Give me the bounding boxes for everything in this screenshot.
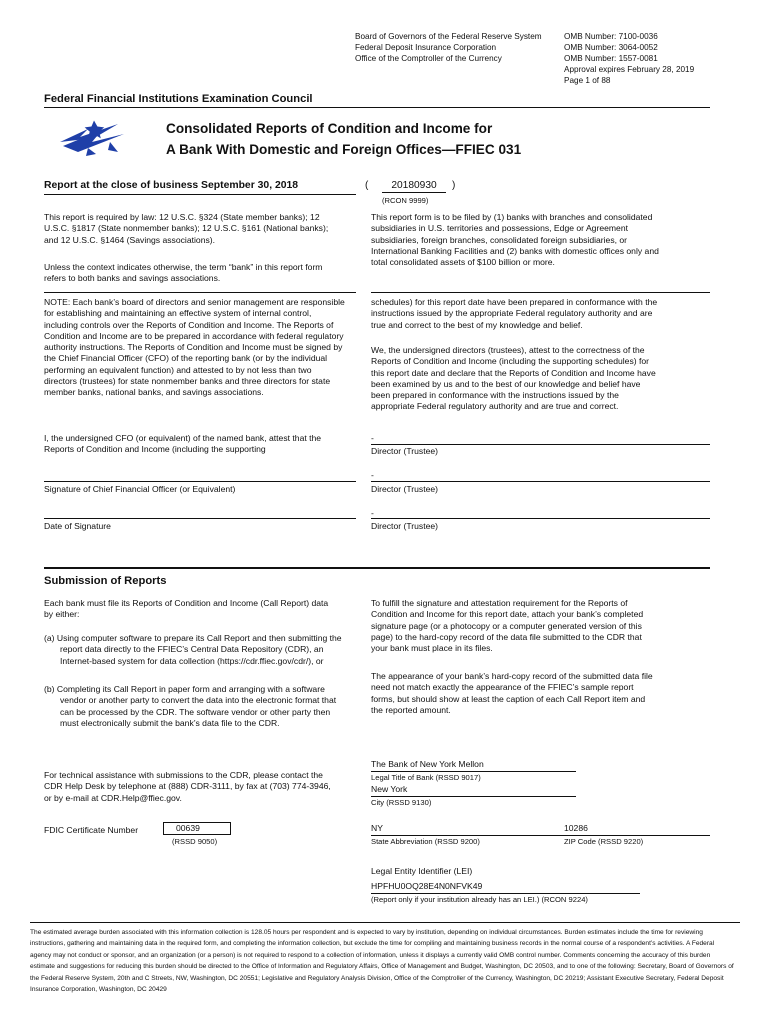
lei-label: Legal Entity Identifier (LEI) [371,866,473,876]
intro-law: This report is required by law: 12 U.S.C. §324 (State member banks); 12 U.S.C. §1817 (State nonmember banks); 12 U.S.C. §161 (National banks); and 12 U.S.C. §1464 (Savings associations). [44,212,329,245]
lei-line [371,893,640,894]
state-zip-line [371,835,710,836]
director-label-1: Director (Trustee) [371,446,439,456]
state-label: State Abbreviation (RSSD 9200) [371,837,480,846]
note-rule-right [371,292,710,293]
submission-heading: Submission of Reports [44,575,167,587]
lei-value[interactable]: HPFHU0OQ28E4N0NFVK49 [371,881,483,891]
submission-intro: Each bank must file its Reports of Condition and Income (Call Report) data by either: [44,598,329,620]
zip-label: ZIP Code (RSSD 9220) [564,837,644,846]
bank-city[interactable]: New York [371,784,408,794]
approval-expiry: Approval expires February 28, 2019 [564,65,695,74]
cfo-attest-continued: schedules) for this report date have been prepared in conformance with the instructions issued by the appropriate Federal regulatory authority and are true and correct to the best of my knowledge and belief. [371,297,658,330]
council-name: Federal Financial Institutions Examination Council [44,93,313,105]
intro-bank-term: Unless the context indicates otherwise, the term “bank” in this report form refers to both banks and savings associations. [44,262,323,284]
bank-legal-title[interactable]: The Bank of New York Mellon [371,759,484,769]
note-rule-left [44,292,356,293]
omb-occ: OMB Number: 1557-0081 [564,54,658,63]
submission-option-a: (a) Using computer software to prepare its Call Report and then submitting the report data directly to the FFIEC’s Central Data Repository (CDR), an Internet-based system for data collection (https://cdr.ffiec.gov/cdr/), or [44,633,342,666]
fdic-cert-box[interactable] [163,822,231,835]
cfo-signature-line[interactable] [44,481,356,482]
submission-appearance-note: The appearance of your bank’s hard-copy record of the submitted data file need not match exactly the appearance of the FFIEC’s sample report forms, but should show at least the caption of each Call Report item and the reported amount. [371,671,653,715]
director-label-3: Director (Trustee) [371,521,439,531]
director-dash-1: - [371,433,374,443]
cfo-attest-text: I, the undersigned CFO (or equivalent) of the named bank, attest that the Reports of Condition and Income (including the supporting [44,433,322,455]
note-text: NOTE: Each bank’s board of directors and senior management are responsible for establishing and maintaining an effective system of internal control, including controls over the Reports of Condition and Income. The Reports of Condition and Income are to be prepared in accordance with federal regulatory authority instructions. The Reports of Condition and Income must be signed by the Chief Financial Officer (CFO) of the reporting bank (or by the individual performing an equivalent function) and attested to by not less than two directors (trustees) for state nonmember banks and three directors for state member banks, national banks, and savings associations. [44,297,345,398]
city-label: City (RSSD 9130) [371,798,432,807]
form-title-line1: Consolidated Reports of Condition and Income for [166,121,493,136]
omb-fdic: OMB Number: 3064-0052 [564,43,658,52]
fdic-cert-code: (RSSD 9050) [172,837,218,846]
fdic-cert-value: 00639 [176,823,200,833]
intro-filing-scope: This report form is to be filed by (1) banks with branches and consolidated subsidiaries in U.S. territories and possessions, Edge or Agreement subsidiaries, foreign branches, consolidated foreign subsidiaries, or International Banking Facilities and (2) banks with domestic offices only and total consolidated assets of $100 billion or more. [371,212,659,268]
agency-fdic: Federal Deposit Insurance Corporation [355,43,497,52]
omb-frb: OMB Number: 7100-0036 [564,32,658,41]
report-rule [44,194,356,195]
bank-state[interactable]: NY [371,823,383,833]
tech-assistance-text: For technical assistance with submissions to the CDR, please contact the CDR Help Desk by telephone at (888) CDR-3111, by fax at (703) 774-3946, or by e-mail at CDR.Help@ffiec.gov. [44,770,331,803]
report-date-code: (RCON 9999) [382,196,429,205]
header-rule [44,107,710,108]
paren-open: ( [365,180,369,191]
submission-option-b: (b) Completing its Call Report in paper form and arranging with a software vendor or another party to convert the data into the electronic format that can be processed by the CDR. The software vendor or other party then must electronically submit the bank’s data file to the CDR. [44,684,337,728]
footer-rule [30,922,740,923]
agency-occ: Office of the Comptroller of the Currency [355,54,502,63]
city-line [371,796,576,797]
submission-signature-note: To fulfill the signature and attestation requirement for the Reports of Condition and Income for this report date, attach your bank’s completed signature page (or a photocopy or a computer generated version of this page) to the hard-copy record of the data file submitted to the CDR that your bank must place in its files. [371,598,644,654]
director-dash-2: - [371,470,374,480]
burden-statement: The estimated average burden associated with this information collection is 128.05 hours per respondent and is expected to vary by institution, depending on individual circumstances. Burden estimates include the time for reviewing instructions, gathering and maintaining data in the required form, and completing the information collection, but exclude the time for compiling and maintaining business records in the normal course of a respondent’s activities. A Federal agency may not conduct or sponsor, and an organization (or a person) is not required to respond to a collection of information, unless it displays a currently valid OMB control number. Comments concerning the accuracy of this burden estimate and suggestions for reducing this burden should be directed to the Office of Information and Regulatory Affairs, Office of Management and Budget, Washington, DC 20503, and to one of the following: Secretary, Board of Governors of the Federal Reserve System, 20th and C Streets, NW, Washington, DC 20551; Legislative and Regulatory Analysis Division, Office of the Comptroller of the Currency, Washington, DC 20219; Assistant Executive Secretary, Federal Deposit Insurance Corporation, Washington, DC 20429 [30,929,734,994]
legal-title-line [371,771,576,772]
director-dash-3: - [371,508,374,518]
lei-note: (Report only if your institution already has an LEI.) (RCON 9224) [371,895,588,904]
legal-title-label: Legal Title of Bank (RSSD 9017) [371,773,481,782]
ffiec-logo-icon [58,112,128,157]
bank-zip[interactable]: 10286 [564,823,588,833]
director-signature-line-1[interactable] [371,444,710,445]
date-signature-label: Date of Signature [44,521,111,531]
date-signature-line[interactable] [44,518,356,519]
fdic-cert-label: FDIC Certificate Number [44,825,139,835]
page-number: Page 1 of 88 [564,76,611,85]
agency-frb: Board of Governors of the Federal Reserve System [355,32,542,41]
director-label-2: Director (Trustee) [371,484,439,494]
director-attest-text: We, the undersigned directors (trustees), attest to the correctness of the Reports of Condition and Income (including the supporting schedules) for this report date and declare that the Reports of Condition and Income have been examined by us and to the best of our knowledge and belief have been prepared in conformance with the instructions issued by the appropriate Federal regulatory authority and are true and correct. [371,345,656,412]
omb-block [564,31,754,86]
cfo-signature-label: Signature of Chief Financial Officer (or Equivalent) [44,484,236,494]
director-signature-line-3[interactable] [371,518,710,519]
director-signature-line-2[interactable] [371,481,710,482]
report-close-label: Report at the close of business September 30, 2018 [44,180,299,191]
submission-rule [44,567,710,569]
report-date-field[interactable]: 20180930 [382,180,446,193]
paren-close: ) [452,180,456,191]
form-title-line2: A Bank With Domestic and Foreign Offices—FFIEC 031 [166,142,522,157]
agency-list [355,31,560,64]
